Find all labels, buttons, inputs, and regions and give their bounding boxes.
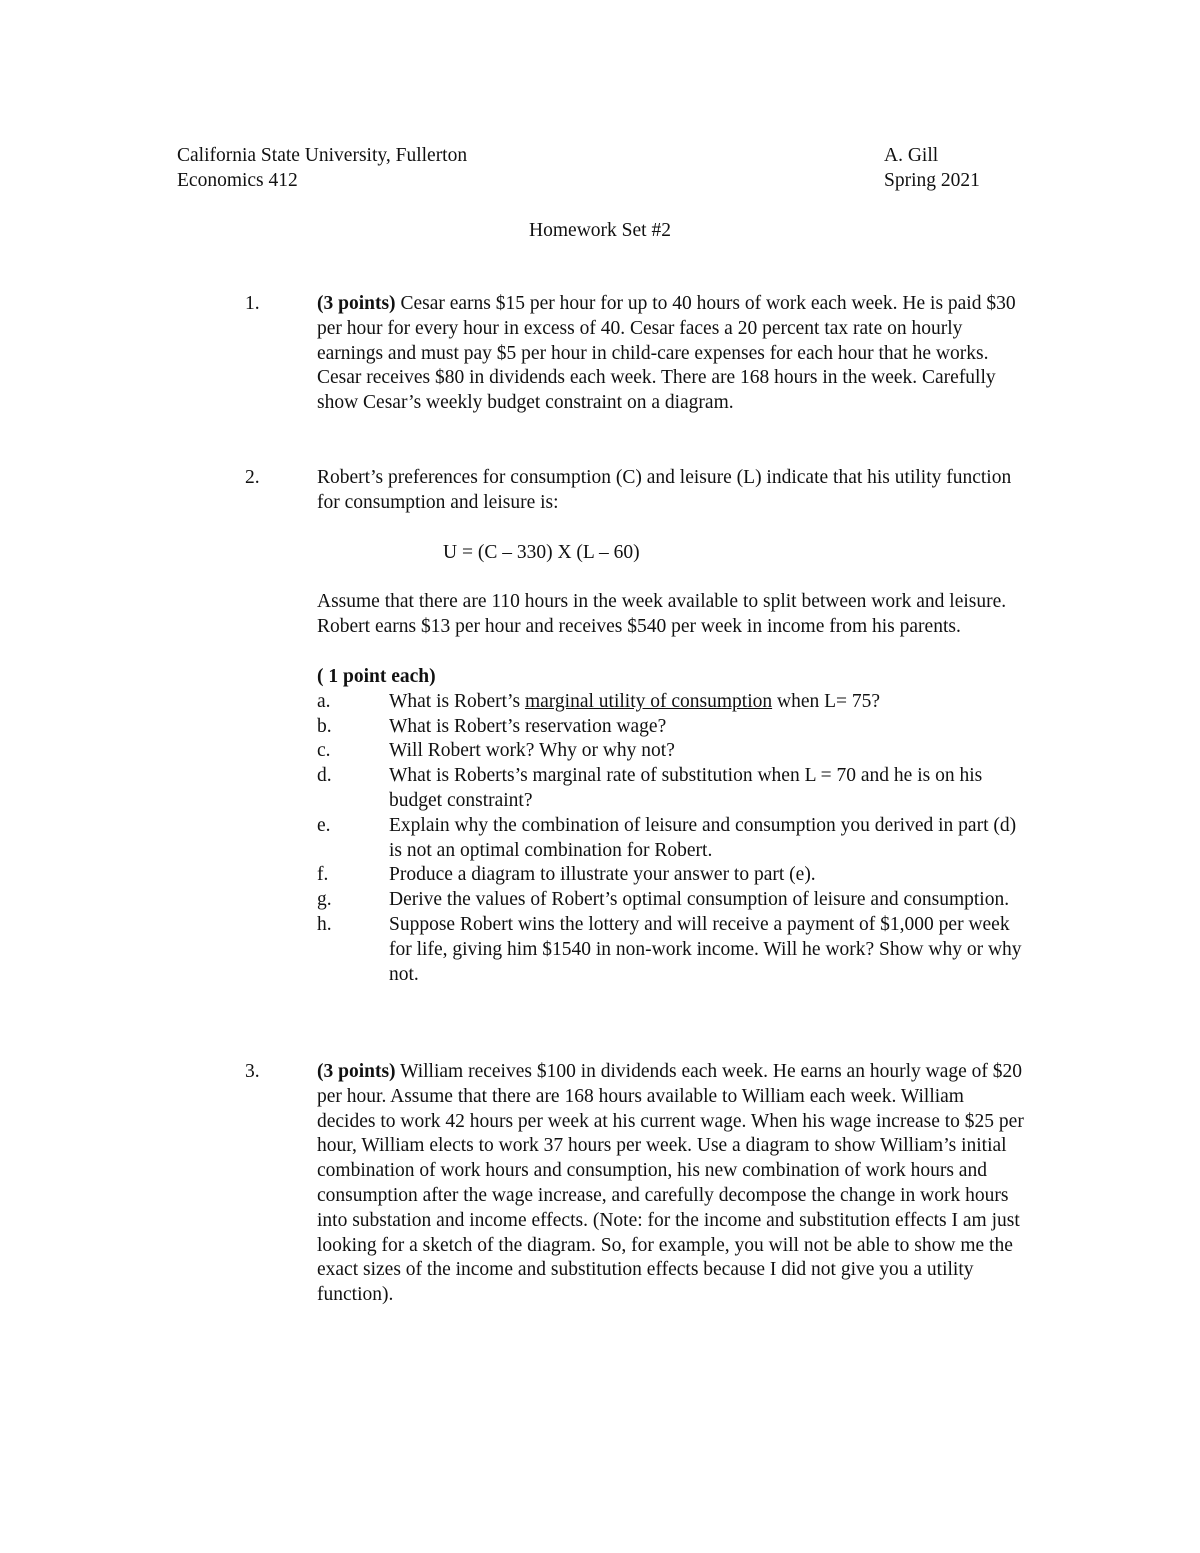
sub-question <box>317 814 1025 864</box>
question-number: 2. <box>245 467 260 488</box>
question-body: Cesar earns $15 per hour for up to 40 hours of work each week. He is paid $30 per hour for every hour in excess of 40. Cesar faces a 20 percent tax rate on hourly earnings and must pay $5 per hour in child-care expenses for each hour that he works. Cesar receives $80 in dividends each week. There are 168 hours in the week. Carefully show Cesar’s weekly budget constraint on a diagram. <box>317 293 1016 414</box>
sub-question-letter: g. <box>317 889 332 911</box>
utility-formula: U = (C – 330) X (L – 60) <box>443 541 640 563</box>
sub-question <box>317 863 1025 888</box>
sub-question-text: Derive the values of Robert’s optimal consumption of leisure and consumption. <box>389 889 1010 911</box>
sub-question-letter: f. <box>317 864 329 886</box>
document-header <box>177 143 987 193</box>
question-text <box>317 292 1025 416</box>
sub-question <box>317 888 1025 913</box>
sub-question-text: What is Robert’s marginal utility of consumption when L= 75? <box>389 690 881 712</box>
points-label: ( 1 point each) <box>317 665 436 687</box>
sub-question <box>317 739 1025 764</box>
question-text <box>317 1060 1025 1308</box>
sub-question-letter: d. <box>317 765 332 787</box>
course-name: Economics 412 <box>177 170 298 191</box>
sub-question <box>317 764 1025 814</box>
instructor-name: A. Gill <box>884 145 939 166</box>
term-label: Spring 2021 <box>884 170 980 191</box>
question-3 <box>245 1060 1025 1308</box>
sub-question-letter: a. <box>317 690 331 712</box>
points-label: (3 points) <box>317 1061 396 1082</box>
question-intro: Robert’s preferences for consumption (C) and leisure (L) indicate that his utility function for consumption and leisure is: <box>317 467 1012 513</box>
question-1 <box>245 292 1025 416</box>
sub-question-text: Produce a diagram to illustrate your answer to part (e). <box>389 864 816 886</box>
page-title: Homework Set #2 <box>529 220 671 241</box>
institution-name: California State University, Fullerton <box>177 145 468 166</box>
question-number: 3. <box>245 1061 260 1082</box>
sub-question <box>317 690 1025 715</box>
sub-question-text: What is Robert’s reservation wage? <box>389 715 667 737</box>
points-label: (3 points) <box>317 293 396 314</box>
sub-question-text: Will Robert work? Why or why not? <box>389 740 675 762</box>
sub-question <box>317 913 1025 987</box>
question-body: William receives $100 in dividends each week. He earns an hourly wage of $20 per hour. Assume that there are 168 hours available to William each week. William decides to work 42 hours per week at his current wage. When his wage increase to $25 per hour, William elects to work 37 hours per week. Use a diagram to show William’s initial combination of work hours and consumption, his new combination of work hours and consumption after the wage increase, and carefully decompose the change in work hours into substation and income effects. (Note: for the income and substitution effects I am just looking for a sketch of the diagram. So, for example, you will not be able to show me the exact sizes of the income and substitution effects because I did not give you a utility function). <box>317 1061 1024 1306</box>
sub-question-letter: h. <box>317 913 332 935</box>
sub-question <box>317 715 1025 740</box>
sub-question-letter: e. <box>317 814 331 836</box>
sub-question-text: What is Roberts’s marginal rate of substitution when L = 70 and he is on his budget constraint? <box>389 765 983 811</box>
sub-question-text: Suppose Robert wins the lottery and will receive a payment of $1,000 per week for life, giving him $1540 in non-work income. Will he work? Show why or why not. <box>389 913 1022 985</box>
question-number: 1. <box>245 293 260 314</box>
sub-question-text: Explain why the combination of leisure and consumption you derived in part (d) is not an optimal combination for Robert. <box>389 814 1017 861</box>
underlined-term: marginal utility of consumption <box>524 690 773 712</box>
sub-question-letter: b. <box>317 715 332 737</box>
question-assumption: Assume that there are 110 hours in the week available to split between work and leisure. Robert earns $13 per hour and receives $540 per week in income from his parents. <box>317 591 1007 638</box>
sub-question-letter: c. <box>317 740 331 762</box>
question-2 <box>245 466 1025 987</box>
